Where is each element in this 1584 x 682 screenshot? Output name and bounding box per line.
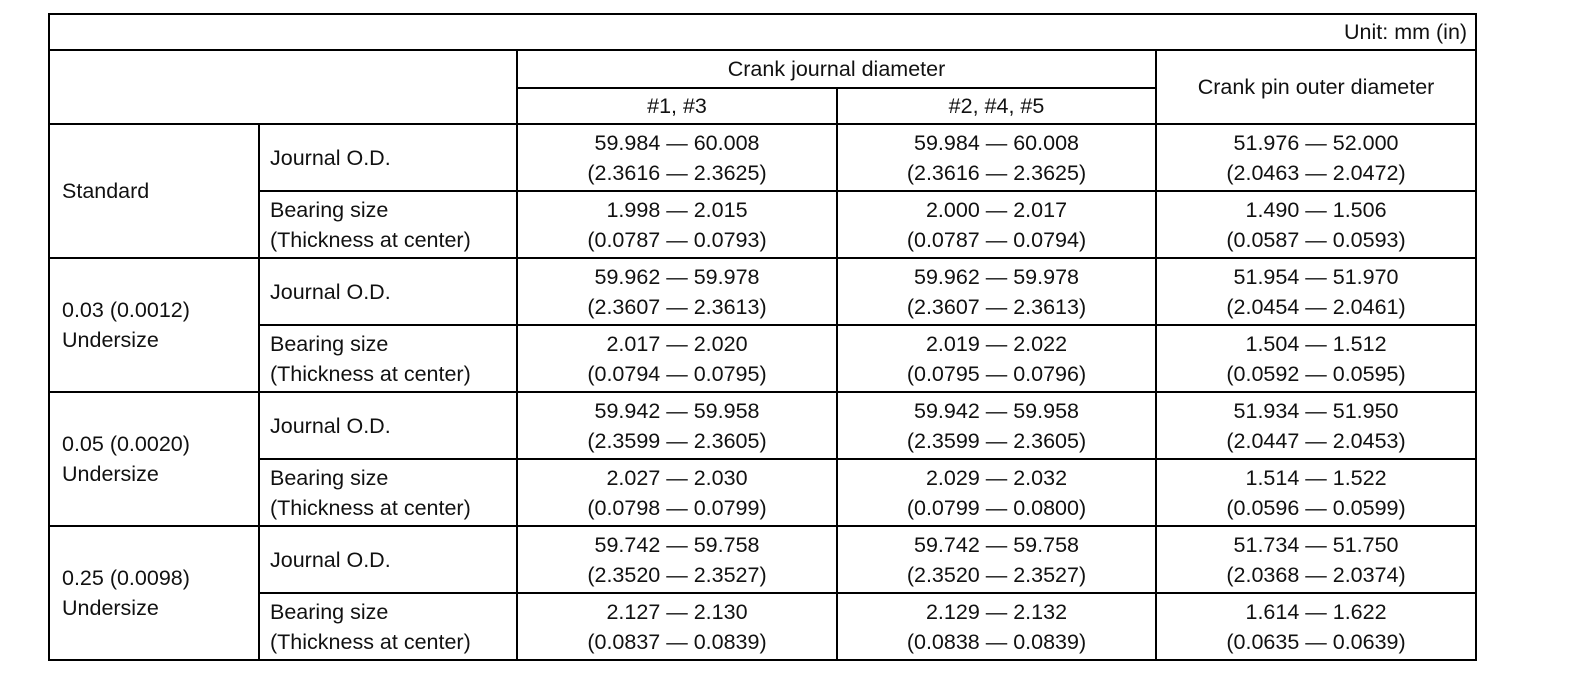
value-mm: 51.954 — 51.970 xyxy=(1233,264,1399,289)
table-row xyxy=(49,191,1476,258)
item-cell xyxy=(259,191,517,258)
value-mm: 2.129 — 2.132 xyxy=(925,599,1068,624)
value-mm: 59.942 — 59.958 xyxy=(914,398,1079,423)
value-mm: 59.984 — 60.008 xyxy=(594,130,760,155)
value-in: (0.0798 — 0.0799) xyxy=(587,495,767,520)
journal-1-3-value xyxy=(517,392,837,459)
value-mm: 59.742 — 59.758 xyxy=(914,532,1079,557)
value-mm: 1.614 — 1.622 xyxy=(1245,599,1387,624)
crank-pin-value xyxy=(1156,258,1476,325)
table-row xyxy=(49,124,1476,191)
journal-1-3-value xyxy=(517,258,837,325)
value-mm: 2.000 — 2.017 xyxy=(925,197,1068,222)
value-mm: 59.962 — 59.978 xyxy=(914,264,1079,289)
header-journal-1-3: #1, #3 xyxy=(517,88,837,124)
size-category-cell xyxy=(49,526,259,660)
size-category-sublabel: Undersize xyxy=(62,462,159,486)
value-mm: 1.998 — 2.015 xyxy=(606,197,748,222)
table-row xyxy=(49,258,1476,325)
crank-pin-value xyxy=(1156,392,1476,459)
value-in: (2.3616 — 2.3625) xyxy=(906,160,1087,185)
size-category-label: Standard xyxy=(62,179,150,203)
value-mm: 1.504 — 1.512 xyxy=(1245,331,1387,356)
value-mm: 59.942 — 59.958 xyxy=(594,398,760,423)
item-label: Journal O.D. xyxy=(270,279,391,304)
value-mm: 2.127 — 2.130 xyxy=(606,599,748,624)
table-row xyxy=(49,526,1476,593)
size-category-label: 0.03 (0.0012) xyxy=(62,298,190,322)
value-mm: 59.962 — 59.978 xyxy=(594,264,760,289)
value-in: (0.0596 — 0.0599) xyxy=(1226,495,1406,520)
journal-2-4-5-value xyxy=(837,325,1156,392)
journal-2-4-5-value xyxy=(837,258,1156,325)
journal-1-3-value xyxy=(517,459,837,526)
item-cell xyxy=(259,392,517,459)
header-journal-2-4-5: #2, #4, #5 xyxy=(837,88,1156,124)
value-mm: 59.984 — 60.008 xyxy=(914,130,1079,155)
value-mm: 1.490 — 1.506 xyxy=(1245,197,1387,222)
journal-1-3-value xyxy=(517,124,837,191)
size-category-cell xyxy=(49,124,259,258)
value-in: (2.0447 — 2.0453) xyxy=(1226,428,1406,453)
value-in: (2.0463 — 2.0472) xyxy=(1226,160,1406,185)
value-in: (2.3607 — 2.3613) xyxy=(906,294,1087,319)
value-mm: 51.976 — 52.000 xyxy=(1233,130,1399,155)
value-in: (0.0592 — 0.0595) xyxy=(1226,361,1406,386)
crank-spec-table xyxy=(48,13,1477,661)
value-in: (0.0787 — 0.0793) xyxy=(587,227,767,252)
journal-1-3-value xyxy=(517,593,837,660)
item-cell xyxy=(259,325,517,392)
item-cell xyxy=(259,526,517,593)
journal-1-3-value xyxy=(517,191,837,258)
journal-2-4-5-value xyxy=(837,392,1156,459)
crank-pin-value xyxy=(1156,459,1476,526)
value-in: (0.0787 — 0.0794) xyxy=(906,227,1087,252)
value-mm: 2.027 — 2.030 xyxy=(606,465,748,490)
item-cell xyxy=(259,593,517,660)
size-category-sublabel: Undersize xyxy=(62,328,159,352)
item-cell xyxy=(259,124,517,191)
value-in: (2.3599 — 2.3605) xyxy=(587,428,767,453)
value-mm: 2.019 — 2.022 xyxy=(925,331,1068,356)
value-in: (2.3520 — 2.3527) xyxy=(587,562,767,587)
value-in: (0.0837 — 0.0839) xyxy=(587,629,767,654)
table-row xyxy=(49,392,1476,459)
table-row xyxy=(49,459,1476,526)
item-sublabel: (Thickness at center) xyxy=(270,227,471,252)
item-sublabel: (Thickness at center) xyxy=(270,629,471,654)
item-label: Journal O.D. xyxy=(270,413,391,438)
size-category-label: 0.05 (0.0020) xyxy=(62,432,190,456)
item-label: Bearing size xyxy=(270,465,389,490)
value-in: (0.0799 — 0.0800) xyxy=(906,495,1087,520)
crank-pin-value xyxy=(1156,124,1476,191)
size-category-cell xyxy=(49,392,259,526)
crank-pin-value xyxy=(1156,593,1476,660)
item-sublabel: (Thickness at center) xyxy=(270,361,471,386)
journal-2-4-5-value xyxy=(837,459,1156,526)
value-in: (0.0587 — 0.0593) xyxy=(1226,227,1406,252)
value-in: (2.3616 — 2.3625) xyxy=(587,160,767,185)
value-in: (2.3520 — 2.3527) xyxy=(906,562,1087,587)
header-crank-journal-diameter: Crank journal diameter xyxy=(517,50,1156,88)
size-category-label: 0.25 (0.0098) xyxy=(62,566,190,590)
table-row xyxy=(49,325,1476,392)
value-mm: 1.514 — 1.522 xyxy=(1245,465,1387,490)
journal-2-4-5-value xyxy=(837,593,1156,660)
journal-2-4-5-value xyxy=(837,191,1156,258)
value-in: (2.3607 — 2.3613) xyxy=(587,294,767,319)
journal-2-4-5-value xyxy=(837,526,1156,593)
value-in: (0.0795 — 0.0796) xyxy=(906,361,1087,386)
value-in: (0.0635 — 0.0639) xyxy=(1226,629,1406,654)
item-label: Bearing size xyxy=(270,331,389,356)
value-mm: 51.734 — 51.750 xyxy=(1233,532,1399,557)
value-in: (2.3599 — 2.3605) xyxy=(906,428,1087,453)
size-category-sublabel: Undersize xyxy=(62,596,159,620)
value-mm: 2.029 — 2.032 xyxy=(925,465,1068,490)
value-mm: 2.017 — 2.020 xyxy=(606,331,748,356)
item-label: Bearing size xyxy=(270,599,389,624)
value-mm: 59.742 — 59.758 xyxy=(594,532,760,557)
item-cell xyxy=(259,258,517,325)
value-in: (2.0368 — 2.0374) xyxy=(1226,562,1406,587)
journal-1-3-value xyxy=(517,526,837,593)
item-label: Journal O.D. xyxy=(270,145,391,170)
item-label: Journal O.D. xyxy=(270,547,391,572)
crank-pin-value xyxy=(1156,325,1476,392)
size-category-cell xyxy=(49,258,259,392)
item-label: Bearing size xyxy=(270,197,389,222)
value-in: (0.0838 — 0.0839) xyxy=(906,629,1087,654)
value-in: (0.0794 — 0.0795) xyxy=(587,361,767,386)
header-blank-cell xyxy=(49,50,517,124)
value-in: (2.0454 — 2.0461) xyxy=(1226,294,1406,319)
item-cell xyxy=(259,459,517,526)
crank-pin-value xyxy=(1156,526,1476,593)
journal-1-3-value xyxy=(517,325,837,392)
unit-label: Unit: mm (in) xyxy=(49,14,1476,50)
table-row xyxy=(49,593,1476,660)
value-mm: 51.934 — 51.950 xyxy=(1233,398,1399,423)
crank-pin-value xyxy=(1156,191,1476,258)
header-crank-pin-outer-diameter: Crank pin outer diameter xyxy=(1156,50,1476,124)
item-sublabel: (Thickness at center) xyxy=(270,495,471,520)
journal-2-4-5-value xyxy=(837,124,1156,191)
